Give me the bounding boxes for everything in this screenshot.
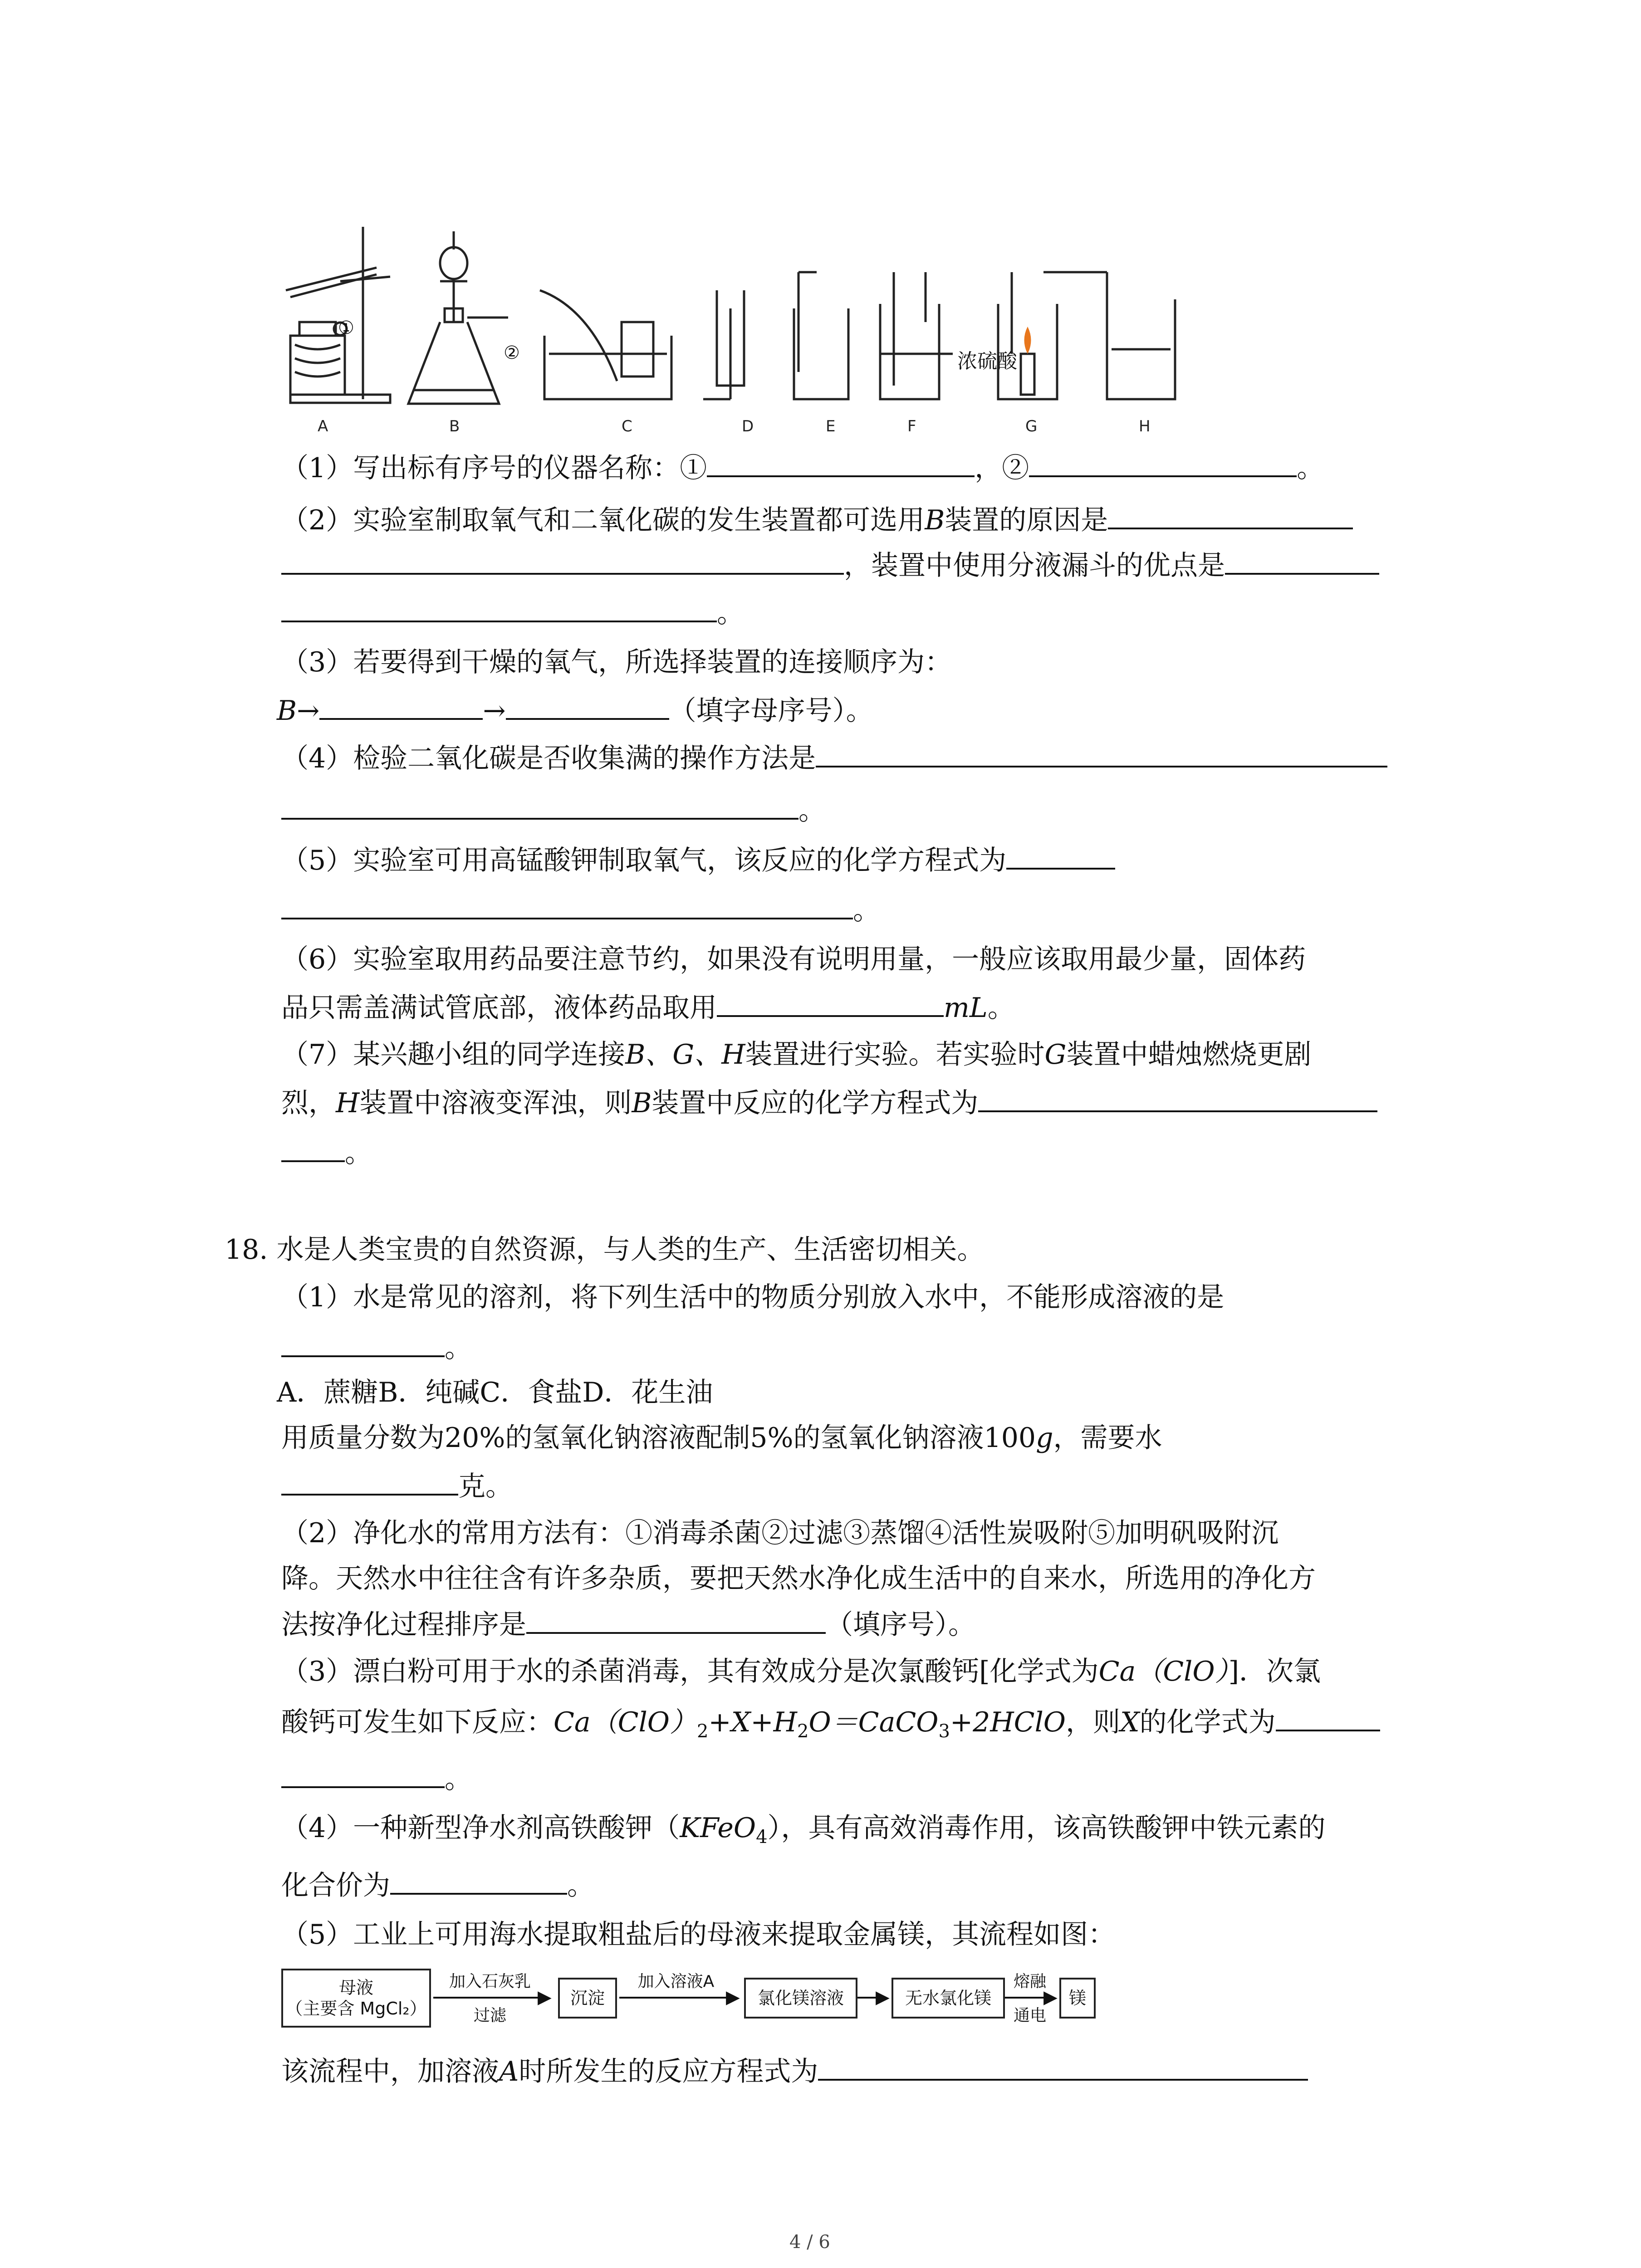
label-f: F <box>907 417 916 435</box>
q18-options: A．蔗糖B．纯碱C．食盐D．花生油 <box>277 1377 713 1408</box>
answer-blank[interactable] <box>1276 1703 1380 1731</box>
flow-arrow1-top: 加入石灰乳 <box>449 1972 531 1991</box>
answer-blank[interactable] <box>526 1606 826 1634</box>
apparatus-b <box>408 231 508 404</box>
flow-box-anhydrous-mgcl2: 无水氯化镁 <box>892 1978 1005 2019</box>
label-a: A <box>318 417 328 435</box>
apparatus-h <box>1107 272 1175 399</box>
q18-part3-line1: （3）漂白粉可用于水的杀菌消毒，其有效成分是次氯酸钙[化学式为Ca（ClO）]．次氯 <box>281 1656 1321 1687</box>
q17-part3-line1: （3）若要得到干燥的氧气，所选择装置的连接顺序为： <box>281 646 952 678</box>
q17-part4-line2: 。 <box>281 792 826 829</box>
arrowhead-2: ▶ <box>726 1987 740 2008</box>
answer-blank[interactable] <box>281 1134 345 1162</box>
q18-number: 18. <box>225 1234 268 1266</box>
marker-2: ② <box>504 342 520 363</box>
arrowhead-1: ▶ <box>538 1987 552 2008</box>
answer-blank[interactable] <box>818 2053 1308 2081</box>
answer-blank[interactable] <box>319 692 483 720</box>
flow-box-mother-liquor: 母液 （主要含 MgCl₂） <box>281 1969 431 2028</box>
label-b: B <box>449 417 460 435</box>
q17-part6-line2: 品只需盖满试管底部，液体药品取用 mL。 <box>281 989 1015 1026</box>
flow-box-magnesium: 镁 <box>1059 1978 1096 2019</box>
q17-part5-line1: （5）实验室可用高锰酸钾制取氧气，该反应的化学方程式为 <box>281 841 1115 879</box>
label-c: C <box>622 417 632 435</box>
apparatus-d <box>703 290 744 399</box>
q17-part5-line2: 。 <box>281 891 880 929</box>
answer-blank[interactable] <box>281 1329 445 1357</box>
q18-part1-line3: 用质量分数为20%的氢氧化钠溶液配制5%的氢氧化钠溶液100g，需要水 <box>281 1422 1162 1454</box>
answer-blank[interactable] <box>390 1867 567 1895</box>
q17-part7-line2: 烈，H装置中溶液变浑浊，则B装置中反应的化学方程式为 <box>281 1084 1377 1121</box>
q18-part2-line1: （2）净化水的常用方法有：①消毒杀菌②过滤③蒸馏④活性炭吸附⑤加明矾吸附沉 <box>281 1517 1279 1549</box>
q18-part2-line3: 法按净化过程排序是 （填序号）。 <box>281 1606 975 1643</box>
answer-blank[interactable] <box>506 692 669 720</box>
q18-part1-line4: 克。 <box>281 1467 513 1505</box>
acid-label: 浓硫酸 <box>957 350 1017 373</box>
apparatus-a <box>286 227 390 403</box>
apparatus-figure <box>272 218 1225 435</box>
label-g: G <box>1025 417 1038 435</box>
answer-blank[interactable] <box>1029 449 1297 477</box>
label-h: H <box>1139 417 1151 435</box>
flow-arrow4-top: 熔融 <box>1013 1972 1046 1991</box>
arrowhead-3: ▶ <box>876 1987 890 2008</box>
answer-blank[interactable] <box>1006 841 1115 870</box>
q17-part4-line1: （4）检验二氧化碳是否收集满的操作方法是 <box>281 739 1387 777</box>
answer-blank[interactable] <box>281 1467 458 1496</box>
apparatus-g <box>998 272 1107 399</box>
flow-arrow2-top: 加入溶液A <box>637 1972 715 1991</box>
q18-part4-line1: （4）一种新型净水剂高铁酸钾（KFeO$_4$），具有高效消毒作用，该高铁酸钾中铁元素的 <box>281 1812 1326 1848</box>
flow-arrow4-bottom: 通电 <box>1013 2006 1046 2025</box>
flow-arrow1-bottom: 过滤 <box>473 2006 506 2025</box>
arrowhead-4: ▶ <box>1043 1987 1058 2008</box>
answer-blank[interactable] <box>281 1760 445 1788</box>
q17-part2-line2: ，装置中使用分液漏斗的优点是 <box>281 547 1379 584</box>
flow-arrow-1 <box>433 1997 540 1999</box>
q17-part1: （1）写出标有序号的仪器名称：① ，② 。 <box>281 449 1324 486</box>
answer-blank[interactable] <box>978 1084 1377 1112</box>
flow-box-mgcl2-solution: 氯化镁溶液 <box>744 1978 857 2019</box>
flow-box-precipitate: 沉淀 <box>558 1978 617 2019</box>
q17-part6-line1: （6）实验室取用药品要注意节约，如果没有说明用量，一般应该取用最少量，固体药 <box>281 943 1306 975</box>
flow-arrow-2 <box>619 1997 728 1999</box>
q17-part7-line1: （7）某兴趣小组的同学连接B、G、H装置进行实验。若实验时G装置中蜡烛燃烧更剧 <box>281 1039 1312 1070</box>
q18-part3-line2: 酸钙可发生如下反应：$Ca(ClO)_2+X+H_2O=CaCO_3+2HClO$，则X的化学式为 <box>281 1703 1380 1750</box>
q17-part3-line2: B→ → （填字母序号）。 <box>277 692 873 729</box>
q18-part1-line1: （1）水是常见的溶剂，将下列生活中的物质分别放入水中，不能形成溶液的是 <box>281 1281 1225 1313</box>
q17-part7-line3: 。 <box>281 1134 372 1171</box>
answer-blank[interactable] <box>1108 501 1353 529</box>
q18-part5-line2: 该流程中，加溶液A时所发生的反应方程式为 <box>281 2053 1308 2090</box>
q18-part3-line3: 。 <box>281 1760 472 1797</box>
page-number: 4 / 6 <box>789 2232 830 2253</box>
answer-blank[interactable] <box>707 449 975 477</box>
answer-blank[interactable] <box>1225 547 1379 575</box>
q17-part2-line3: 。 <box>281 594 744 631</box>
q18-part2-line2: 降。天然水中往往含有许多杂质，要把天然水净化成生活中的自来水，所选用的净化方 <box>281 1563 1316 1594</box>
answer-blank[interactable] <box>816 739 1387 767</box>
answer-blank[interactable] <box>281 891 853 919</box>
answer-blank[interactable] <box>281 792 798 820</box>
apparatus-e <box>794 272 848 399</box>
q18-part4-line2: 化合价为 。 <box>281 1867 594 1904</box>
apparatus-c <box>540 290 671 399</box>
label-e: E <box>826 417 836 435</box>
marker-1: ① <box>338 318 354 338</box>
answer-blank[interactable] <box>717 989 944 1017</box>
answer-blank[interactable] <box>281 594 717 622</box>
apparatus-f <box>880 272 953 399</box>
flow-arrow-4 <box>1005 1997 1048 1999</box>
q18-part5-line1: （5）工业上可用海水提取粗盐后的母液来提取金属镁，其流程如图： <box>281 1919 1116 1950</box>
answer-blank[interactable] <box>281 547 844 575</box>
q17-part2-line1: （2）实验室制取氧气和二氧化碳的发生装置都可选用B装置的原因是 <box>281 501 1353 538</box>
q18-part1-line2: 。 <box>281 1329 472 1366</box>
q18-stem: 18. 水是人类宝贵的自然资源，与人类的生产、生活密切相关。 <box>225 1234 985 1266</box>
label-d: D <box>742 417 754 435</box>
